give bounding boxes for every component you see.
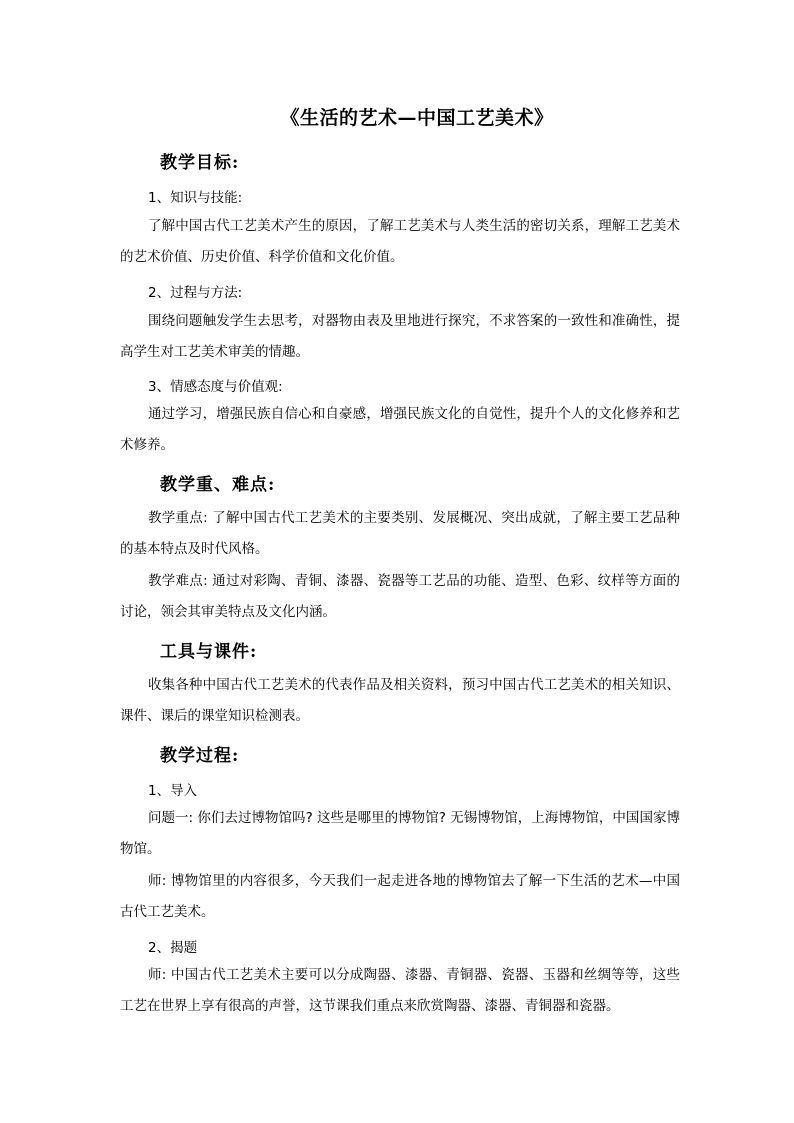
process-step-1-question: 问题一: 你们去过博物馆吗? 这些是哪里的博物馆? 无锡博物馆，上海博物馆，中国国家博物馆。 xyxy=(120,810,680,857)
section-heading-tools: 工具与课件: xyxy=(160,642,258,662)
process-step-1-label: 1、导入 xyxy=(148,783,198,799)
process-step-2-label: 2、揭题 xyxy=(148,940,198,956)
section-heading-goals: 教学目标: xyxy=(160,153,240,173)
key-point-text: 教学重点: 了解中国古代工艺美术的主要类别、发展概况、突出成就，了解主要工艺品种的基本特点及时代风格。 xyxy=(120,510,680,557)
process-step-2-teacher: 师: 中国古代工艺美术主要可以分成陶器、漆器、青铜器、瓷器、玉器和丝绸等等，这些工艺在世界上享有很高的声誉，这节课我们重点来欣赏陶器、漆器、青铜器和瓷器。 xyxy=(120,967,680,1014)
goal-2-label: 2、过程与方法: xyxy=(148,285,243,301)
goal-3-label: 3、情感态度与价值观: xyxy=(148,379,283,395)
document-title: 《生活的艺术—中国工艺美术》 xyxy=(280,107,554,129)
tools-text: 收集各种中国古代工艺美术的代表作品及相关资料，预习中国古代工艺美术的相关知识、课件、课后的课堂知识检测表。 xyxy=(120,677,680,724)
goal-2-text: 围绕问题触发学生去思考，对器物由表及里地进行探究，不求答案的一致性和准确性，提高学生对工艺美术审美的情趣。 xyxy=(120,313,680,360)
section-heading-process: 教学过程: xyxy=(160,746,240,766)
goal-1-label: 1、知识与技能: xyxy=(148,190,243,206)
goal-1-text: 了解中国古代工艺美术产生的原因，了解工艺美术与人类生活的密切关系，理解工艺美术的艺术价值、历史价值、科学价值和文化价值。 xyxy=(120,218,680,265)
section-heading-keys: 教学重、难点: xyxy=(160,475,276,495)
goal-3-text: 通过学习，增强民族自信心和自豪感，增强民族文化的自觉性，提升个人的文化修养和艺术修养。 xyxy=(120,406,680,453)
process-step-1-teacher: 师: 博物馆里的内容很多，今天我们一起走进各地的博物馆去了解一下生活的艺术—中国古代工艺美术。 xyxy=(120,873,680,920)
difficult-point-text: 教学难点: 通过对彩陶、青铜、漆器、瓷器等工艺品的功能、造型、色彩、纹样等方面的讨论，领会其审美特点及文化内涵。 xyxy=(120,573,680,620)
